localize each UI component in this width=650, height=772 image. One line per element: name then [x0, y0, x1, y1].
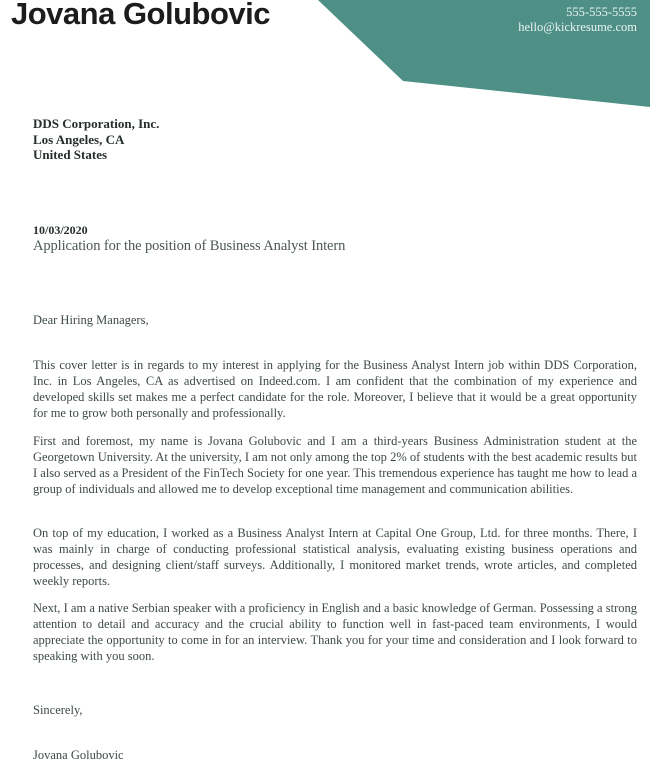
salutation: Dear Hiring Managers,: [33, 313, 149, 327]
letter-subject: Application for the position of Business Analyst Intern: [33, 238, 346, 254]
body-paragraph-3: On top of my education, I worked as a Business Analyst Intern at Capital One Group, Ltd. for three months. There, I was mainly in charge of conducting professional statistical analysis, evaluating existing business operations and processes, and designing client/staff surveys. Additionally, I monitored market trends, wrote articles, and completed weekly reports.: [33, 526, 637, 588]
recipient-company: DDS Corporation, Inc.: [33, 116, 160, 131]
contact-block: [518, 5, 637, 35]
page-title: Jovana Golubovic: [11, 0, 271, 31]
recipient-city: Los Angeles, CA: [33, 131, 125, 147]
recipient-country: United States: [33, 147, 108, 163]
phone-number: 555-555-5555: [566, 5, 637, 19]
body-paragraph-4: Next, I am a native Serbian speaker with a proficiency in English and a basic knowledge of German. Possessing a strong attention to detail and accuracy and the crucial ability to function well in fast-paced team environments, I would appreciate the opportunity to come in for an interview. Thank you for your time and consideration and I look forward to speaking with you soon.: [33, 601, 637, 663]
signature-name: Jovana Golubovic: [33, 748, 124, 762]
body-paragraph-1: This cover letter is in regards to my interest in applying for the Business Analyst Intern job within DDS Corporation, Inc. in Los Angeles, CA as advertised on Indeed.com. I am confident that the combination of my experience and developed skills set makes me a perfect candidate for the role. Moreover, I believe that it would be a great opportunity for me to grow both personally and professionally.: [33, 358, 637, 420]
body-paragraph-2: First and foremost, my name is Jovana Golubovic and I am a third-years Business Administration student at the Georgetown University. At the university, I am not only among the top 2% of students with the best academic results but I also served as a President of the FinTech Society for one year. This tremendous experience has taught me how to lead a group of individuals and allowed me to develop exceptional time management and communication abilities.: [33, 434, 637, 496]
letter-date: 10/03/2020: [33, 223, 88, 237]
closing-line: Sincerely,: [33, 703, 83, 717]
email-address: hello@kickresume.com: [518, 20, 637, 34]
recipient-address-block: [33, 116, 159, 163]
